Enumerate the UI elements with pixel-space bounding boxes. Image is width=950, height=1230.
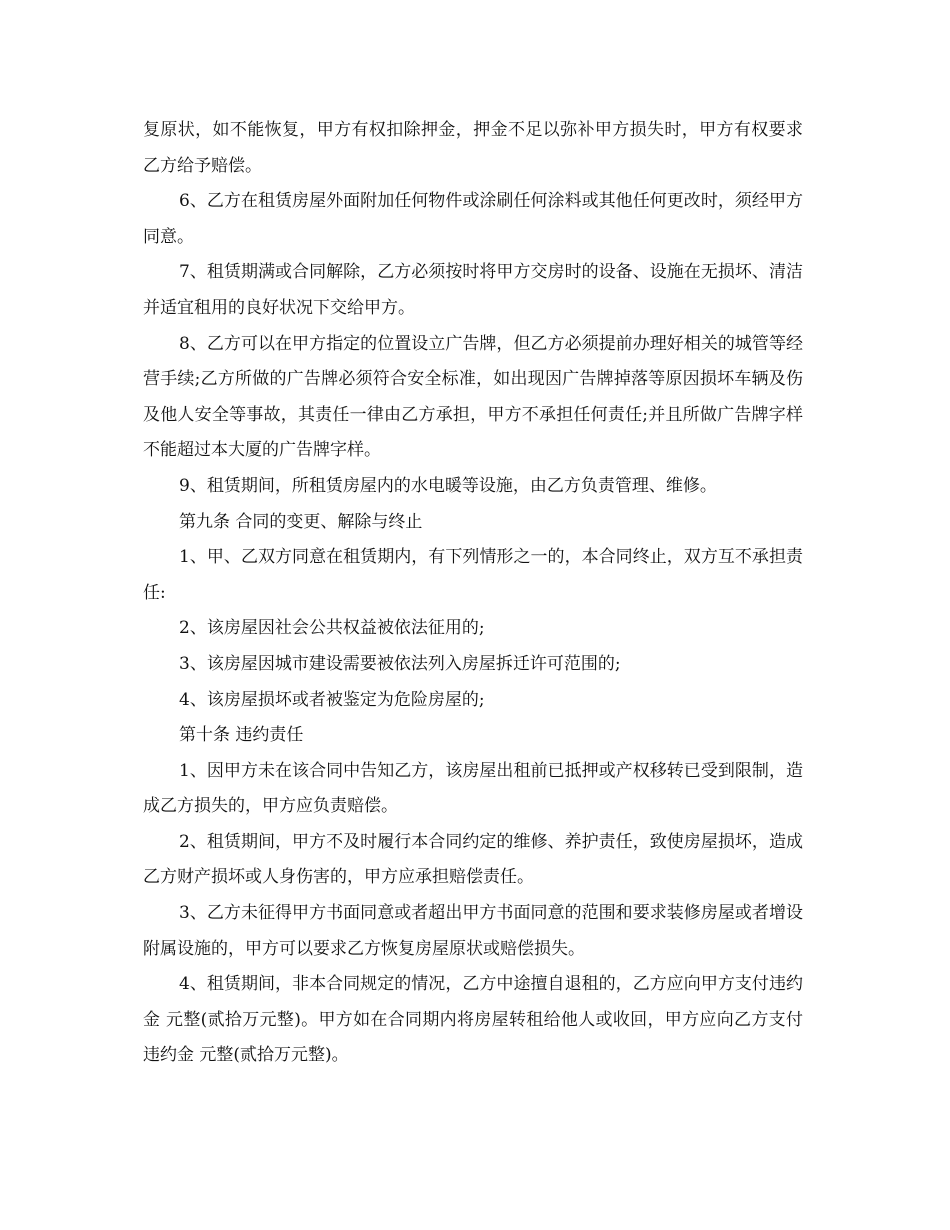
paragraph-clause-7: 7、租赁期满或合同解除，乙方必须按时将甲方交房时的设备、设施在无损坏、清洁并适宜租用的良好状况下交给甲方。 <box>143 262 803 318</box>
paragraph-article-10-clause-3: 3、乙方未征得甲方书面同意或者超出甲方书面同意的范围和要求装修房屋或者增设附属设施的，甲方可以要求乙方恢复房屋原状或赔偿损失。 <box>143 903 803 959</box>
paragraph-continuation: 复原状，如不能恢复，甲方有权扣除押金，押金不足以弥补甲方损失时，甲方有权要求乙方给予赔偿。 <box>143 120 803 176</box>
paragraph-article-9-clause-3: 3、该房屋因城市建设需要被依法列入房屋拆迁许可范围的; <box>179 653 621 674</box>
paragraph-clause-9: 9、租赁期间，所租赁房屋内的水电暖等设施，由乙方负责管理、维修。 <box>179 475 717 496</box>
paragraph-article-10-clause-4: 4、租赁期间，非本合同规定的情况，乙方中途擅自退租的，乙方应向甲方支付违约金 元整(贰拾万元整)。甲方如在合同期内将房屋转租给他人或收回，甲方应向乙方支付违约金 元整(贰拾万元整)。 <box>143 974 803 1066</box>
paragraph-article-9-clause-1: 1、甲、乙双方同意在租赁期内，有下列情形之一的，本合同终止，双方互不承担责任: <box>143 547 803 603</box>
paragraph-article-9-clause-2: 2、该房屋因社会公共权益被依法征用的; <box>179 618 485 639</box>
paragraph-article-10-clause-1: 1、因甲方未在该合同中告知乙方，该房屋出租前已抵押或产权移转已受到限制，造成乙方损失的，甲方应负责赔偿。 <box>143 760 803 817</box>
paragraph-article-9-clause-4: 4、该房屋损坏或者被鉴定为危险房屋的; <box>179 689 485 710</box>
section-heading-article-10: 第十条 违约责任 <box>179 725 304 746</box>
section-heading-article-9: 第九条 合同的变更、解除与终止 <box>179 511 423 532</box>
paragraph-clause-8: 8、乙方可以在甲方指定的位置设立广告牌，但乙方必须提前办理好相关的城管等经营手续;乙方所做的广告牌必须符合安全标准，如出现因广告牌掉落等原因损坏车辆及伤及他人安全等事故，其责任一律由乙方承担，甲方不承担任何责任;并且所做广告牌字样不能超过本大厦的广告牌字样。 <box>143 333 803 461</box>
document-body <box>143 113 803 1074</box>
paragraph-clause-6: 6、乙方在租赁房屋外面附加任何物件或涂刷任何涂料或其他任何更改时，须经甲方同意。 <box>143 191 803 247</box>
paragraph-article-10-clause-2: 2、租赁期间，甲方不及时履行本合同约定的维修、养护责任，致使房屋损坏，造成乙方财产损坏或人身伤害的，甲方应承担赔偿责任。 <box>143 831 803 888</box>
